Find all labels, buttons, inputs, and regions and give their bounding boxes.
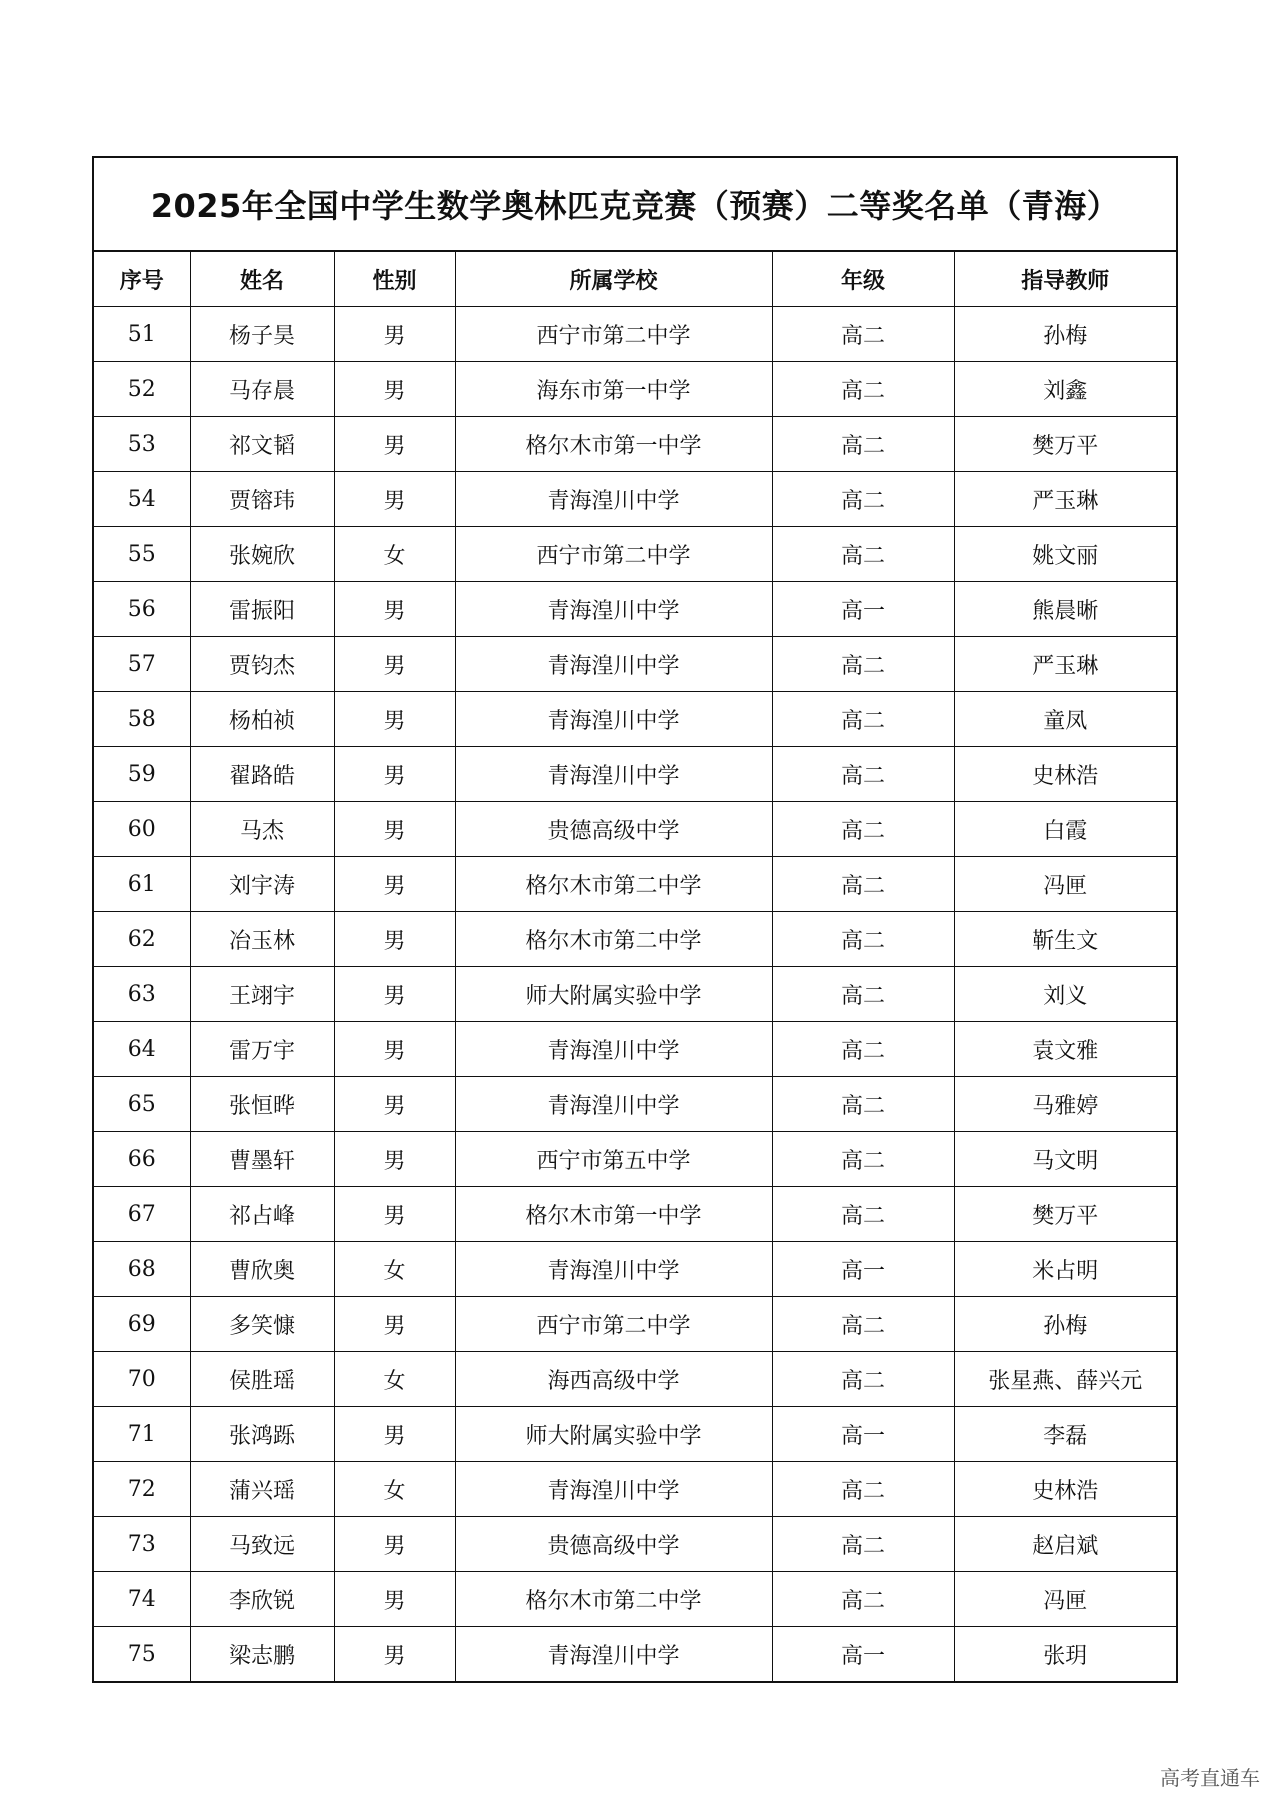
table-row bbox=[94, 1572, 1176, 1627]
cell-grade: 高二 bbox=[772, 802, 954, 857]
cell-teacher: 张玥 bbox=[954, 1627, 1176, 1682]
cell-index: 72 bbox=[94, 1462, 190, 1517]
cell-school: 青海湟川中学 bbox=[455, 1627, 772, 1682]
cell-gender: 男 bbox=[334, 1517, 455, 1572]
cell-name: 杨子昊 bbox=[190, 307, 334, 362]
cell-school: 青海湟川中学 bbox=[455, 1077, 772, 1132]
cell-teacher: 熊晨晰 bbox=[954, 582, 1176, 637]
cell-name: 马杰 bbox=[190, 802, 334, 857]
cell-school: 西宁市第二中学 bbox=[455, 527, 772, 582]
cell-gender: 男 bbox=[334, 1022, 455, 1077]
cell-name: 雷万宇 bbox=[190, 1022, 334, 1077]
cell-index: 52 bbox=[94, 362, 190, 417]
cell-index: 63 bbox=[94, 967, 190, 1022]
cell-index: 58 bbox=[94, 692, 190, 747]
cell-grade: 高二 bbox=[772, 1022, 954, 1077]
cell-teacher: 刘义 bbox=[954, 967, 1176, 1022]
cell-teacher: 孙梅 bbox=[954, 1297, 1176, 1352]
header-school: 所属学校 bbox=[455, 252, 772, 307]
cell-index: 62 bbox=[94, 912, 190, 967]
cell-teacher: 史林浩 bbox=[954, 1462, 1176, 1517]
cell-grade: 高二 bbox=[772, 637, 954, 692]
cell-index: 56 bbox=[94, 582, 190, 637]
table-row bbox=[94, 1022, 1176, 1077]
table-row bbox=[94, 362, 1176, 417]
cell-school: 海东市第一中学 bbox=[455, 362, 772, 417]
table-row bbox=[94, 1132, 1176, 1187]
cell-grade: 高二 bbox=[772, 857, 954, 912]
cell-teacher: 张星燕、薛兴元 bbox=[954, 1352, 1176, 1407]
cell-school: 西宁市第五中学 bbox=[455, 1132, 772, 1187]
table-row bbox=[94, 1297, 1176, 1352]
cell-teacher: 马雅婷 bbox=[954, 1077, 1176, 1132]
cell-grade: 高二 bbox=[772, 1077, 954, 1132]
table-row bbox=[94, 472, 1176, 527]
cell-gender: 男 bbox=[334, 1297, 455, 1352]
cell-index: 61 bbox=[94, 857, 190, 912]
cell-index: 67 bbox=[94, 1187, 190, 1242]
cell-grade: 高二 bbox=[772, 1132, 954, 1187]
cell-school: 西宁市第二中学 bbox=[455, 1297, 772, 1352]
cell-gender: 男 bbox=[334, 472, 455, 527]
cell-name: 马存晨 bbox=[190, 362, 334, 417]
cell-name: 贾钧杰 bbox=[190, 637, 334, 692]
cell-gender: 男 bbox=[334, 582, 455, 637]
cell-gender: 男 bbox=[334, 1187, 455, 1242]
cell-gender: 男 bbox=[334, 1627, 455, 1682]
cell-name: 侯胜瑶 bbox=[190, 1352, 334, 1407]
cell-school: 师大附属实验中学 bbox=[455, 967, 772, 1022]
cell-school: 海西高级中学 bbox=[455, 1352, 772, 1407]
header-name: 姓名 bbox=[190, 252, 334, 307]
cell-index: 60 bbox=[94, 802, 190, 857]
cell-school: 青海湟川中学 bbox=[455, 692, 772, 747]
cell-school: 贵德高级中学 bbox=[455, 802, 772, 857]
cell-grade: 高二 bbox=[772, 1297, 954, 1352]
cell-grade: 高一 bbox=[772, 1627, 954, 1682]
cell-school: 青海湟川中学 bbox=[455, 1462, 772, 1517]
header-gender: 性别 bbox=[334, 252, 455, 307]
table-row bbox=[94, 1627, 1176, 1682]
table-row bbox=[94, 1077, 1176, 1132]
cell-name: 张婉欣 bbox=[190, 527, 334, 582]
table-row bbox=[94, 692, 1176, 747]
cell-grade: 高一 bbox=[772, 1407, 954, 1462]
cell-index: 65 bbox=[94, 1077, 190, 1132]
cell-school: 贵德高级中学 bbox=[455, 1517, 772, 1572]
table-row bbox=[94, 1462, 1176, 1517]
table-row bbox=[94, 417, 1176, 472]
cell-gender: 女 bbox=[334, 1352, 455, 1407]
cell-gender: 男 bbox=[334, 967, 455, 1022]
cell-school: 师大附属实验中学 bbox=[455, 1407, 772, 1462]
cell-name: 蒲兴瑶 bbox=[190, 1462, 334, 1517]
cell-teacher: 马文明 bbox=[954, 1132, 1176, 1187]
cell-grade: 高二 bbox=[772, 692, 954, 747]
cell-teacher: 孙梅 bbox=[954, 307, 1176, 362]
cell-name: 冶玉林 bbox=[190, 912, 334, 967]
page-title: 2025年全国中学生数学奥林匹克竞赛（预赛）二等奖名单（青海） bbox=[94, 158, 1176, 252]
cell-teacher: 袁文雅 bbox=[954, 1022, 1176, 1077]
table-row bbox=[94, 307, 1176, 362]
cell-gender: 男 bbox=[334, 1407, 455, 1462]
cell-school: 格尔木市第二中学 bbox=[455, 912, 772, 967]
cell-grade: 高二 bbox=[772, 362, 954, 417]
table-body bbox=[94, 307, 1176, 1682]
cell-school: 青海湟川中学 bbox=[455, 1022, 772, 1077]
cell-index: 57 bbox=[94, 637, 190, 692]
cell-gender: 男 bbox=[334, 1132, 455, 1187]
header-index: 序号 bbox=[94, 252, 190, 307]
cell-grade: 高一 bbox=[772, 1242, 954, 1297]
cell-index: 69 bbox=[94, 1297, 190, 1352]
table-row bbox=[94, 802, 1176, 857]
cell-name: 曹墨轩 bbox=[190, 1132, 334, 1187]
table-row bbox=[94, 747, 1176, 802]
cell-teacher: 严玉琳 bbox=[954, 472, 1176, 527]
table-row bbox=[94, 912, 1176, 967]
cell-teacher: 白霞 bbox=[954, 802, 1176, 857]
cell-index: 73 bbox=[94, 1517, 190, 1572]
cell-name: 李欣锐 bbox=[190, 1572, 334, 1627]
cell-name: 祁占峰 bbox=[190, 1187, 334, 1242]
cell-teacher: 樊万平 bbox=[954, 1187, 1176, 1242]
cell-index: 64 bbox=[94, 1022, 190, 1077]
cell-school: 青海湟川中学 bbox=[455, 747, 772, 802]
cell-name: 贾镕玮 bbox=[190, 472, 334, 527]
cell-index: 68 bbox=[94, 1242, 190, 1297]
cell-gender: 男 bbox=[334, 857, 455, 912]
cell-name: 雷振阳 bbox=[190, 582, 334, 637]
cell-index: 75 bbox=[94, 1627, 190, 1682]
cell-name: 王翊宇 bbox=[190, 967, 334, 1022]
cell-gender: 男 bbox=[334, 747, 455, 802]
table-row bbox=[94, 1242, 1176, 1297]
cell-gender: 男 bbox=[334, 362, 455, 417]
cell-teacher: 冯匣 bbox=[954, 857, 1176, 912]
cell-grade: 高二 bbox=[772, 307, 954, 362]
award-table bbox=[94, 252, 1176, 1681]
watermark-text: 高考直通车 bbox=[1160, 1766, 1260, 1790]
header-teacher: 指导教师 bbox=[954, 252, 1176, 307]
table-row bbox=[94, 527, 1176, 582]
table-row bbox=[94, 967, 1176, 1022]
cell-teacher: 严玉琳 bbox=[954, 637, 1176, 692]
cell-index: 74 bbox=[94, 1572, 190, 1627]
table-row bbox=[94, 637, 1176, 692]
header-grade: 年级 bbox=[772, 252, 954, 307]
cell-gender: 男 bbox=[334, 1077, 455, 1132]
cell-gender: 女 bbox=[334, 527, 455, 582]
cell-teacher: 米占明 bbox=[954, 1242, 1176, 1297]
cell-school: 青海湟川中学 bbox=[455, 582, 772, 637]
cell-gender: 男 bbox=[334, 307, 455, 362]
cell-teacher: 姚文丽 bbox=[954, 527, 1176, 582]
cell-gender: 男 bbox=[334, 417, 455, 472]
cell-school: 格尔木市第一中学 bbox=[455, 417, 772, 472]
cell-gender: 男 bbox=[334, 1572, 455, 1627]
cell-index: 66 bbox=[94, 1132, 190, 1187]
cell-teacher: 刘鑫 bbox=[954, 362, 1176, 417]
cell-name: 祁文韬 bbox=[190, 417, 334, 472]
cell-teacher: 冯匣 bbox=[954, 1572, 1176, 1627]
cell-index: 59 bbox=[94, 747, 190, 802]
cell-index: 70 bbox=[94, 1352, 190, 1407]
cell-name: 张恒晔 bbox=[190, 1077, 334, 1132]
cell-teacher: 樊万平 bbox=[954, 417, 1176, 472]
cell-teacher: 史林浩 bbox=[954, 747, 1176, 802]
cell-teacher: 靳生文 bbox=[954, 912, 1176, 967]
cell-index: 51 bbox=[94, 307, 190, 362]
cell-name: 杨柏祯 bbox=[190, 692, 334, 747]
table-row bbox=[94, 582, 1176, 637]
cell-grade: 高二 bbox=[772, 1572, 954, 1627]
cell-gender: 女 bbox=[334, 1462, 455, 1517]
cell-gender: 男 bbox=[334, 692, 455, 747]
cell-name: 多笑慷 bbox=[190, 1297, 334, 1352]
cell-name: 刘宇涛 bbox=[190, 857, 334, 912]
cell-gender: 男 bbox=[334, 802, 455, 857]
cell-index: 55 bbox=[94, 527, 190, 582]
cell-grade: 高二 bbox=[772, 1462, 954, 1517]
cell-name: 翟路皓 bbox=[190, 747, 334, 802]
cell-grade: 高二 bbox=[772, 912, 954, 967]
table-row bbox=[94, 1352, 1176, 1407]
table-header-row bbox=[94, 252, 1176, 307]
table-row bbox=[94, 1407, 1176, 1462]
cell-name: 梁志鹏 bbox=[190, 1627, 334, 1682]
cell-grade: 高二 bbox=[772, 1517, 954, 1572]
cell-school: 西宁市第二中学 bbox=[455, 307, 772, 362]
cell-name: 曹欣奥 bbox=[190, 1242, 334, 1297]
cell-grade: 高一 bbox=[772, 582, 954, 637]
cell-gender: 男 bbox=[334, 912, 455, 967]
cell-gender: 男 bbox=[334, 637, 455, 692]
cell-name: 张鸿跞 bbox=[190, 1407, 334, 1462]
cell-grade: 高二 bbox=[772, 967, 954, 1022]
cell-school: 格尔木市第二中学 bbox=[455, 1572, 772, 1627]
cell-index: 53 bbox=[94, 417, 190, 472]
cell-grade: 高二 bbox=[772, 527, 954, 582]
cell-gender: 女 bbox=[334, 1242, 455, 1297]
cell-grade: 高二 bbox=[772, 1187, 954, 1242]
award-list-document bbox=[92, 156, 1178, 1683]
cell-school: 格尔木市第一中学 bbox=[455, 1187, 772, 1242]
cell-school: 青海湟川中学 bbox=[455, 637, 772, 692]
table-row bbox=[94, 857, 1176, 912]
cell-teacher: 赵启斌 bbox=[954, 1517, 1176, 1572]
cell-teacher: 李磊 bbox=[954, 1407, 1176, 1462]
cell-teacher: 童凤 bbox=[954, 692, 1176, 747]
cell-grade: 高二 bbox=[772, 417, 954, 472]
cell-grade: 高二 bbox=[772, 747, 954, 802]
table-row bbox=[94, 1517, 1176, 1572]
cell-school: 青海湟川中学 bbox=[455, 472, 772, 527]
cell-index: 54 bbox=[94, 472, 190, 527]
cell-school: 格尔木市第二中学 bbox=[455, 857, 772, 912]
table-row bbox=[94, 1187, 1176, 1242]
cell-grade: 高二 bbox=[772, 472, 954, 527]
cell-school: 青海湟川中学 bbox=[455, 1242, 772, 1297]
cell-name: 马致远 bbox=[190, 1517, 334, 1572]
cell-index: 71 bbox=[94, 1407, 190, 1462]
cell-grade: 高二 bbox=[772, 1352, 954, 1407]
